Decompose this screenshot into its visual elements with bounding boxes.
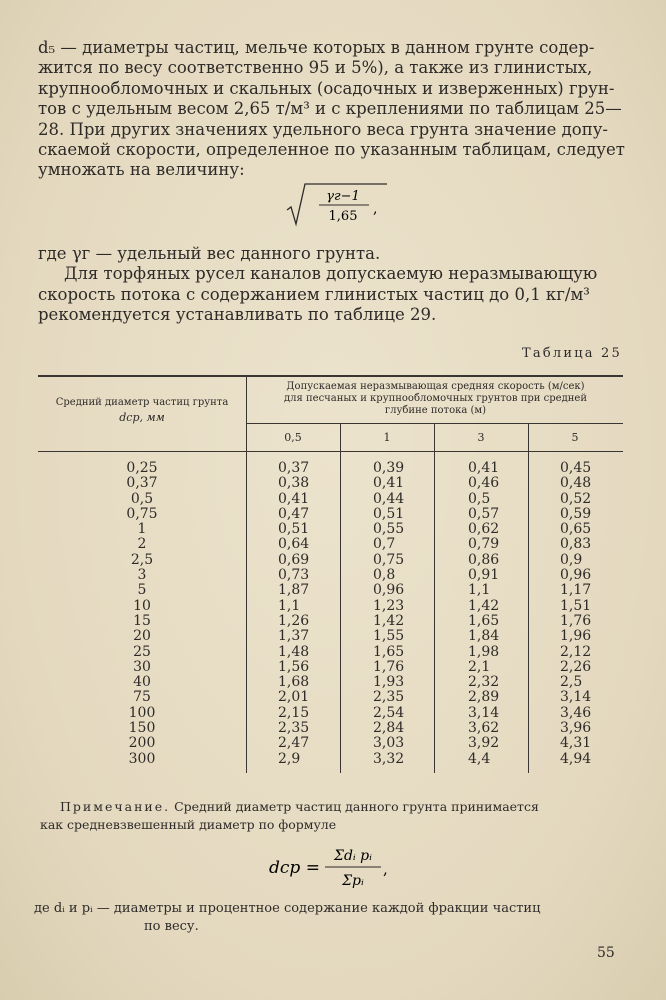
- diameter-cell: 200: [128, 735, 156, 752]
- velocity-cell: 0,8: [373, 567, 396, 584]
- diameter-cell: 0,5: [130, 490, 154, 507]
- velocity-cell: 1,65: [468, 612, 500, 629]
- velocity-cell: 0,79: [468, 536, 500, 553]
- velocity-cell: 3,32: [373, 750, 405, 767]
- velocity-cell: 1,1: [468, 582, 491, 599]
- velocity-cell: 1,68: [278, 674, 310, 691]
- table-note: [40, 798, 620, 834]
- velocity-cell: 1,93: [373, 674, 405, 691]
- diameter-cell: 300: [128, 750, 156, 767]
- velocity-cell: 2,01: [278, 689, 310, 706]
- velocity-cell: 1,42: [373, 612, 405, 629]
- velocity-cell: 1,87: [278, 582, 310, 599]
- velocity-cell: 0,52: [560, 490, 592, 507]
- column-divider: [434, 423, 435, 773]
- velocity-cell: 0,91: [468, 567, 500, 584]
- velocity-cell: 3,46: [560, 704, 592, 721]
- text-line: скорость потока с содержанием глинистых частиц до 0,1 кг/м³: [38, 284, 590, 304]
- velocity-cell: 0,5: [468, 490, 491, 507]
- velocity-cell: 3,96: [560, 720, 592, 737]
- paragraph-intro: [38, 38, 623, 181]
- velocity-cell: 1,98: [468, 643, 500, 660]
- text-line: рекомендуется устанавливать по таблице 29.: [38, 305, 437, 325]
- velocity-cell: 3,14: [560, 689, 592, 706]
- velocity-cell: 0,39: [373, 460, 405, 476]
- diameter-cell: 5: [137, 582, 147, 599]
- velocity-cell: 3,03: [373, 735, 405, 752]
- note-where-line: по весу.: [144, 919, 199, 934]
- page-number: 55: [597, 945, 615, 961]
- velocity-cell: 1,76: [560, 612, 592, 629]
- velocity-cell: 0,59: [560, 505, 592, 522]
- diameter-cell: 0,75: [126, 505, 158, 522]
- diameter-cell: 30: [133, 658, 151, 675]
- velocity-cell: 1,17: [560, 582, 592, 599]
- velocity-cell: 1,26: [278, 612, 310, 629]
- velocity-cell: 0,73: [278, 567, 310, 584]
- formula-comma: ,: [373, 201, 378, 217]
- velocity-cell: 0,7: [373, 536, 396, 553]
- velocity-cell: 2,26: [560, 658, 592, 675]
- velocity-cell: 0,65: [560, 521, 592, 538]
- diameter-cell: 2: [137, 536, 147, 553]
- velocity-cell: 1,65: [373, 643, 405, 660]
- diameter-cell: 100: [128, 704, 156, 721]
- velocity-cell: 2,12: [560, 643, 592, 660]
- velocity-cell: 3,62: [468, 720, 500, 737]
- velocity-cell: 1,23: [373, 597, 405, 614]
- velocity-cell: 0,41: [468, 460, 500, 476]
- note-text: Средний диаметр частиц данного грунта принимается: [170, 799, 539, 814]
- velocity-cell: 2,15: [278, 704, 310, 721]
- text-line: тов с удельным весом 2,65 т/м³ и с креплениями по таблицам 25—: [38, 99, 622, 119]
- velocity-cell: 2,1: [468, 658, 491, 675]
- velocity-cell: 1,84: [468, 628, 500, 645]
- diameter-cell: 0,37: [126, 475, 158, 492]
- velocity-cell: 0,44: [373, 490, 405, 507]
- diameter-cell: 40: [133, 674, 151, 691]
- velocity-cell: 0,86: [468, 551, 500, 568]
- velocity-cell: 1,56: [278, 658, 310, 675]
- text-line: где γг — удельный вес данного грунта.: [38, 244, 381, 263]
- velocity-cell: 2,35: [278, 720, 310, 737]
- velocity-cell: 0,48: [560, 475, 592, 492]
- velocity-cell: 2,32: [468, 674, 500, 691]
- velocity-cell: 0,64: [278, 536, 310, 553]
- note-where: [34, 900, 624, 936]
- table-header-rule: [38, 451, 623, 452]
- note-text: как средневзвешенный диаметр по формуле: [40, 817, 337, 832]
- velocity-cell: 0,45: [560, 460, 592, 476]
- velocity-cell: 2,89: [468, 689, 500, 706]
- velocity-cell: 1,96: [560, 628, 592, 645]
- depth-header: 1: [383, 431, 391, 444]
- text-line: Для торфяных русел каналов допускаемую неразмывающую: [64, 264, 598, 284]
- velocity-cell: 1,42: [468, 597, 500, 614]
- velocity-cell: 0,51: [373, 505, 405, 522]
- text-line: жится по весу соответственно 95 и 5%), а также из глинистых,: [38, 58, 593, 78]
- velocity-column-3: [468, 461, 499, 767]
- velocity-cell: 3,92: [468, 735, 500, 752]
- velocity-cell: 1,51: [560, 597, 592, 614]
- velocity-cell: 0,41: [373, 475, 405, 492]
- velocity-cell: 0,83: [560, 536, 592, 553]
- diameter-cell: 25: [133, 643, 151, 660]
- velocity-cell: 1,48: [278, 643, 310, 660]
- text-line: умножать на величину:: [38, 160, 245, 180]
- diameter-cell: 75: [133, 689, 151, 706]
- diameter-cell: 150: [128, 720, 156, 737]
- depth-header: 5: [571, 431, 579, 444]
- velocity-cell: 4,31: [560, 735, 592, 752]
- formula-lhs: dср =: [269, 858, 320, 878]
- diameter-cell: 3: [137, 567, 147, 584]
- velocity-cell: 3,14: [468, 704, 500, 721]
- velocity-group-header: Допускаемая неразмывающая средняя скорость (м/сек) для песчаных и крупнообломочных грунтов при средней глубине потока (м): [284, 381, 587, 416]
- formula-denominator: 1,65: [328, 209, 358, 224]
- depth-header: 0,5: [284, 431, 302, 444]
- diameter-cell: 20: [133, 628, 151, 645]
- velocity-cell: 4,94: [560, 750, 592, 767]
- velocity-cell: 1,76: [373, 658, 405, 675]
- column-divider: [340, 423, 341, 773]
- text-line: 28. При других значениях удельного веса грунта значение допу-: [38, 119, 608, 139]
- formula-numerator: Σdᵢ pᵢ: [334, 848, 372, 864]
- velocity-cell: 0,46: [468, 475, 500, 492]
- diameter-column: [38, 461, 246, 767]
- col-diameter-header: Средний диаметр частиц грунта dср, мм: [55, 397, 229, 424]
- formula-numerator: γг−1: [326, 189, 360, 204]
- depth-header: 3: [477, 431, 485, 444]
- diameter-cell: 15: [133, 612, 151, 629]
- note-label: Примечание.: [60, 799, 171, 814]
- velocity-cell: 2,35: [373, 689, 405, 706]
- mean-diameter-formula: [265, 840, 395, 895]
- velocity-cell: 0,96: [560, 567, 592, 584]
- note-where-line: де dᵢ и pᵢ — диаметры и процентное содержание каждой фракции частиц: [34, 901, 541, 916]
- velocity-cell: 0,41: [278, 490, 310, 507]
- velocity-column-05: [278, 461, 309, 767]
- velocity-cell: 0,57: [468, 505, 500, 522]
- velocity-cell: 1,1: [278, 597, 301, 614]
- velocity-cell: 2,5: [560, 674, 583, 691]
- velocity-cell: 0,9: [560, 551, 583, 568]
- velocity-cell: 2,47: [278, 735, 310, 752]
- diameter-cell: 1: [137, 521, 147, 538]
- velocity-cell: 0,37: [278, 460, 310, 476]
- diameter-cell: 2,5: [130, 551, 154, 568]
- formula-comma: ,: [383, 860, 388, 878]
- velocity-cell: 1,37: [278, 628, 310, 645]
- velocity-cell: 1,55: [373, 628, 405, 645]
- text-line: скаемой скорости, определенное по указанным таблицам, следует: [38, 140, 625, 160]
- velocity-column-5: [560, 461, 591, 767]
- text-line: крупнообломочных и скальных (осадочных и изверженных) грун-: [38, 78, 615, 98]
- diameter-cell: 0,25: [126, 460, 158, 476]
- velocity-cell: 2,9: [278, 750, 301, 767]
- velocity-cell: 0,38: [278, 475, 310, 492]
- table-top-rule: [38, 375, 623, 377]
- velocity-cell: 0,69: [278, 551, 310, 568]
- velocity-cell: 0,51: [278, 521, 310, 538]
- velocity-cell: 2,84: [373, 720, 405, 737]
- text-line: d₅ — диаметры частиц, мельче которых в данном грунте содер-: [38, 38, 595, 57]
- sqrt-formula: [285, 180, 395, 230]
- velocity-cell: 2,54: [373, 704, 405, 721]
- diameter-cell: 10: [133, 597, 151, 614]
- velocity-cell: 0,55: [373, 521, 405, 538]
- table-caption: Таблица 25: [522, 346, 622, 361]
- velocity-cell: 0,62: [468, 521, 500, 538]
- velocity-cell: 0,47: [278, 505, 310, 522]
- velocity-column-1: [373, 461, 404, 767]
- column-divider: [528, 423, 529, 773]
- velocity-cell: 4,4: [468, 750, 491, 767]
- paragraph-where: [38, 244, 628, 326]
- velocity-cell: 0,96: [373, 582, 405, 599]
- velocity-cell: 0,75: [373, 551, 405, 568]
- velocity-table: [38, 375, 623, 775]
- formula-denominator: Σpᵢ: [342, 873, 364, 889]
